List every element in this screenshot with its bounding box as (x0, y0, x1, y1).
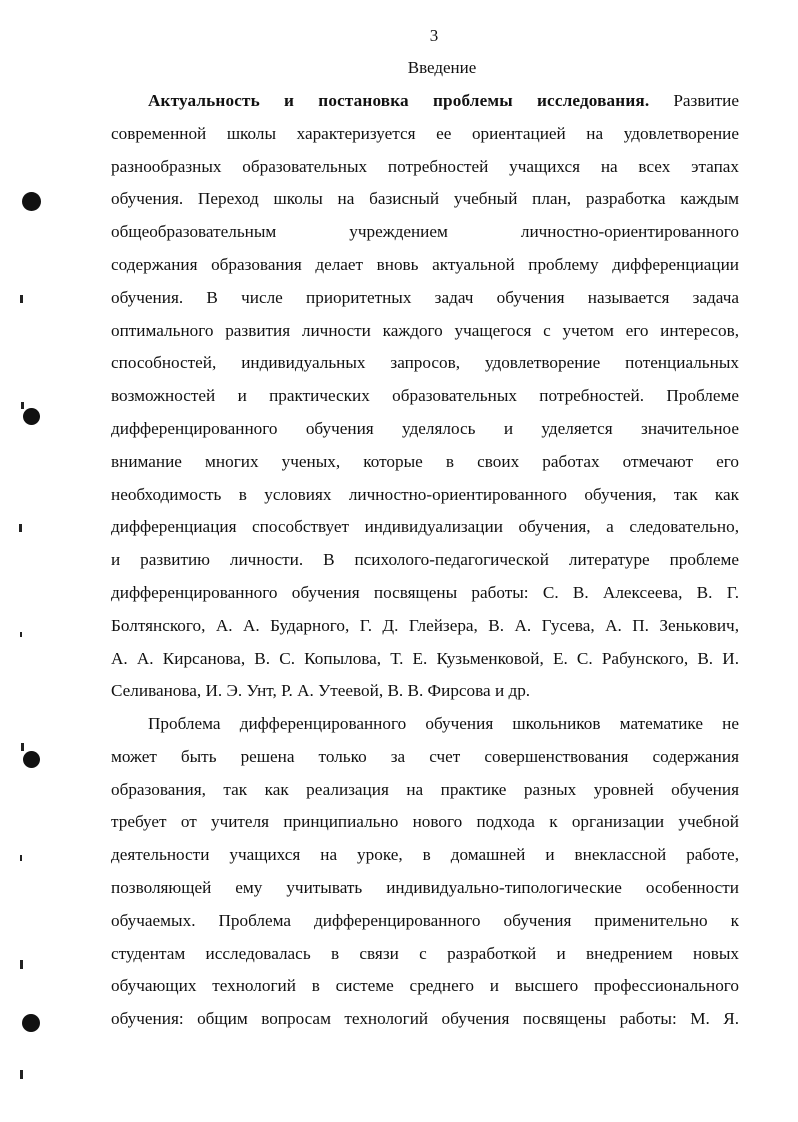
page-number: 3 (429, 26, 439, 45)
paragraph-1-line: современной школы характеризуется ее ориентацией на удовлетворение (111, 123, 739, 143)
paragraph-2-line: может быть решена только за счет совершенствования содержания (111, 746, 739, 766)
paragraph-1-line: Селиванова, И. Э. Унт, Р. А. Утеевой, В. В. Фирсова и др. (111, 681, 531, 701)
paragraph-2-line: Проблема дифференцированного обучения школьников математике не (148, 714, 739, 733)
paragraph-2-line: деятельности учащихся на уроке, в домашней и внеклассной работе, (111, 845, 739, 865)
paragraph-1-line: необходимость в условиях личностно-ориентированного обучения, так как (111, 484, 739, 504)
binding-hole-2 (23, 408, 40, 425)
paragraph-1-line: и развитию личности. В психолого-педагогической литературе проблеме (111, 550, 739, 570)
binding-hole-1 (22, 192, 41, 211)
paragraph-1-line: Болтянского, А. А. Бударного, Г. Д. Глейзера, В. А. Гусева, А. П. Зенькович, (111, 615, 739, 635)
paragraph-1-line (111, 85, 739, 118)
scan-mark-4 (20, 632, 22, 637)
scan-mark-2 (21, 402, 24, 409)
paragraph-1-line (111, 216, 739, 249)
scan-mark-3 (19, 524, 22, 532)
paragraph-1-line: оптимального развития личности каждого учащегося с учетом его интересов, (111, 320, 739, 340)
scan-mark-6 (20, 855, 22, 861)
binding-hole-4 (22, 1014, 40, 1032)
binding-hole-3 (23, 751, 40, 768)
paragraph-1 (111, 85, 739, 708)
paragraph-1-line: дифференцированного обучения уделялось и уделяется значительное (111, 418, 739, 438)
paragraph-2-line: требует от учителя принципиально нового подхода к организации учебной (111, 812, 739, 832)
paragraph-2-line: студентам исследовалась в связи с разработкой и внедрением новых (111, 943, 739, 963)
scan-mark-1 (20, 295, 23, 303)
paragraph-2-line: образования, так как реализация на практике разных уровней обучения (111, 779, 739, 799)
scan-mark-5 (21, 743, 24, 751)
paragraph-1-line: возможностей и практических образовательных потребностей. Проблеме (111, 386, 739, 406)
paragraph-2-line: обучения: общим вопросам технологий обучения посвящены работы: М. Я. (111, 1009, 739, 1029)
scan-mark-8 (20, 1070, 23, 1079)
paragraph-1-line: разнообразных образовательных потребностей учащихся на всех этапах (111, 156, 739, 176)
paragraph-1-line: дифференциация способствует индивидуализации обучения, а следовательно, (111, 517, 739, 537)
paragraph-1-line-0-text: Развитие (673, 91, 739, 110)
paragraph-2-line: обучаемых. Проблема дифференцированного обучения применительно к (111, 910, 739, 930)
paragraph-2-line: обучающих технологий в системе среднего и высшего профессионального (111, 976, 739, 996)
paragraph-1-lead: Актуальность и постановка проблемы исследования. (148, 91, 650, 110)
paragraph-1-line-4-text: общеобразовательным учреждением личностно-ориентированного (111, 222, 739, 242)
section-heading: Введение (407, 58, 477, 77)
paragraph-2 (111, 708, 739, 1036)
scan-mark-7 (20, 960, 23, 969)
paragraph-1-line: способностей, индивидуальных запросов, удовлетворение потенциальных (111, 353, 739, 373)
paragraph-1-line: содержания образования делает вновь актуальной проблему дифференциации (111, 254, 739, 274)
paragraph-1-line: внимание многих ученых, которые в своих работах отмечают его (111, 451, 739, 471)
paragraph-1-line: А. А. Кирсанова, В. С. Копылова, Т. Е. Кузьменковой, Е. С. Рабунского, В. И. (111, 648, 739, 668)
paragraph-1-line: обучения. В числе приоритетных задач обучения называется задача (111, 287, 739, 307)
paragraph-1-line: дифференцированного обучения посвящены работы: С. В. Алексеева, В. Г. (111, 582, 739, 602)
paragraph-1-line: обучения. Переход школы на базисный учебный план, разработка каждым (111, 189, 739, 209)
paragraph-2-line: позволяющей ему учитывать индивидуально-типологические особенности (111, 877, 739, 897)
